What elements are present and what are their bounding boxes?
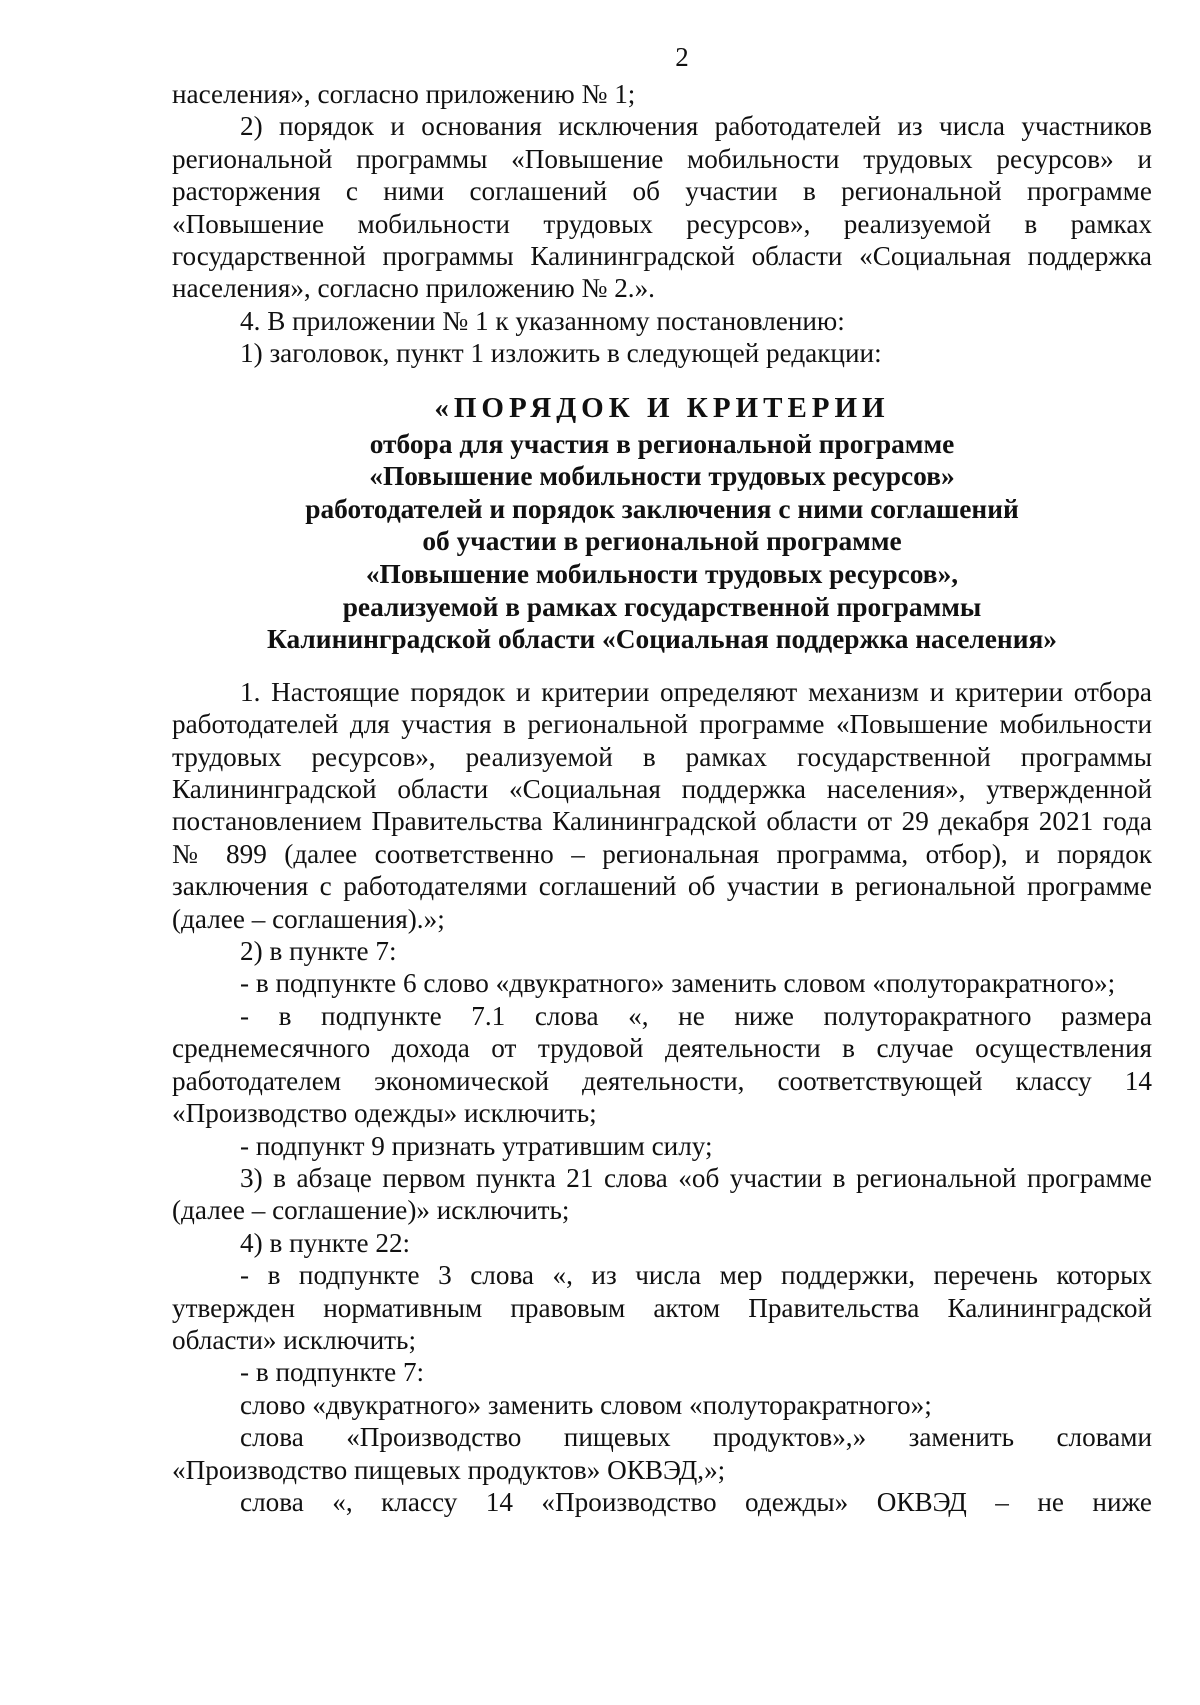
paragraph: - подпункт 9 признать утратившим силу; (240, 1130, 713, 1161)
intro-section (172, 78, 1152, 370)
paragraph: 2) порядок и основания исключения работодателей из числа участников региональной программы «Повышение мобильности трудовых ресурсов» и расторжения с ними соглашений об участии в региональной программе «Повышение мобильности трудовых ресурсов», реализуемой в рамках государственной программы Калининградской области «Социальная поддержка населения», согласно приложению № 2.». (172, 111, 1152, 304)
paragraph: населения», согласно приложению № 1; (172, 79, 636, 109)
heading-line: реализуемой в рамках государственной программы (342, 591, 982, 622)
section-heading (172, 388, 1152, 656)
heading-title: «ПОРЯДОК И КРИТЕРИИ (434, 391, 890, 424)
heading-line: «Повышение мобильности трудовых ресурсов» (369, 461, 955, 492)
paragraph: - в подпункте 3 слова «, из числа мер поддержки, перечень которых утвержден нормативным правовым актом Правительства Калининградской области» исключить; (172, 1260, 1152, 1355)
heading-line: «Повышение мобильности трудовых ресурсов», (365, 559, 959, 590)
paragraph: 3) в абзаце первом пункта 21 слова «об участии в региональной программе (далее – соглашение)» исключить; (172, 1162, 1152, 1226)
paragraph: 4) в пункте 22: (240, 1227, 411, 1258)
body-section (172, 676, 1152, 1519)
page-number: 2 (675, 42, 689, 72)
heading-line: работодателей и порядок заключения с ними соглашений (305, 493, 1019, 524)
paragraph-continued: слова «, классу 14 «Производство одежды» ОКВЭД – не ниже (240, 1486, 1152, 1517)
paragraph: слово «двукратного» заменить словом «полуторакратного»; (240, 1389, 932, 1420)
heading-line: Калининградской области «Социальная поддержка населения» (266, 624, 1058, 655)
paragraph: 1) заголовок, пункт 1 изложить в следующей редакции: (240, 338, 882, 369)
paragraph: слова «Производство пищевых продуктов»,» заменить словами «Производство пищевых продуктов» ОКВЭД,»; (172, 1422, 1152, 1485)
document-page (172, 40, 1152, 1518)
paragraph: - в подпункте 7: (240, 1357, 425, 1388)
paragraph: 4. В приложении № 1 к указанному постановлению: (240, 305, 845, 336)
paragraph: - в подпункте 6 слово «двукратного» заменить словом «полуторакратного»; (240, 968, 1116, 999)
paragraph: 2) в пункте 7: (240, 936, 397, 967)
heading-line: об участии в региональной программе (422, 526, 902, 557)
heading-line: отбора для участия в региональной программе (369, 428, 955, 459)
paragraph: - в подпункте 7.1 слова «, не ниже полуторакратного размера среднемесячного дохода от трудовой деятельности в случае осуществления работодателем экономической деятельности, соответствующей классу 14 «Производство одежды» исключить; (172, 1000, 1152, 1129)
paragraph: 1. Настоящие порядок и критерии определяют механизм и критерии отбора работодателей для участия в региональной программе «Повышение мобильности трудовых ресурсов», реализуемой в рамках государственной программы Калининградской области «Социальная поддержка населения», утвержденной постановлением Правительства Калининградской области от 29 декабря 2021 года № 899 (далее соответственно – региональная программа, отбор), и порядок заключения с работодателями соглашений об участии в региональной программе (далее – соглашения).»; (172, 676, 1152, 934)
